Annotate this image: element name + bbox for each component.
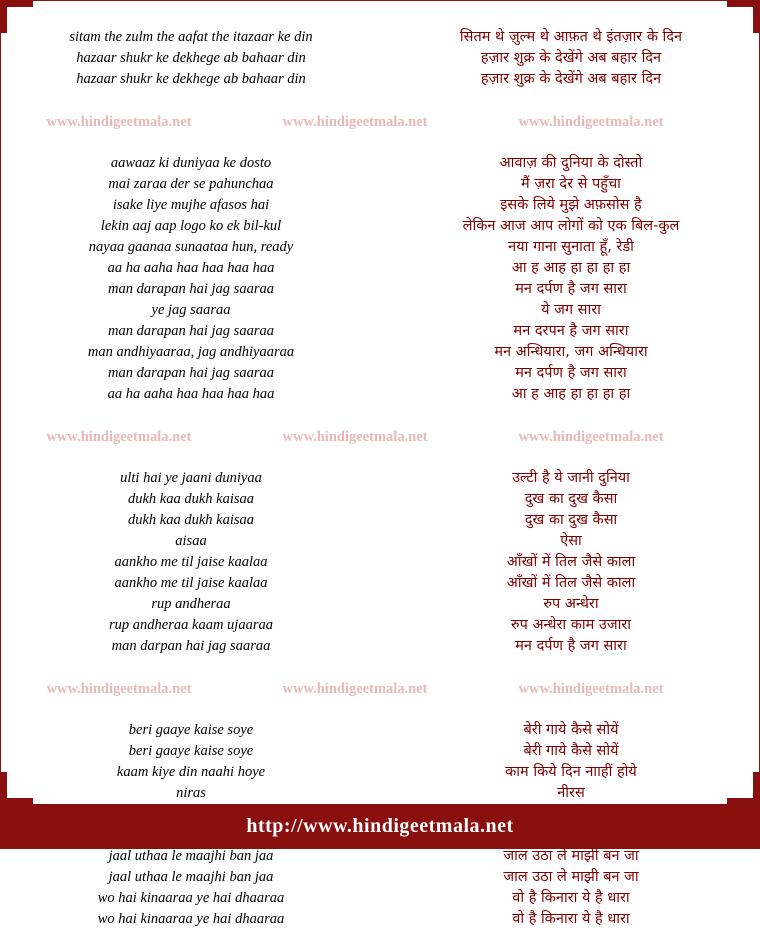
lyric-line-row bbox=[1, 573, 759, 594]
spacer bbox=[1, 699, 759, 720]
lyric-line-row bbox=[1, 531, 759, 552]
lyric-line-row bbox=[1, 888, 759, 909]
lyric-line-devanagari: उल्टी है ये जानी दुनिया bbox=[512, 470, 630, 486]
watermark-text: www.hindigeetmala.net bbox=[46, 429, 192, 445]
lyric-line-roman: aisaa bbox=[175, 533, 207, 549]
lyric-line-devanagari: बेरी गाये कैसे सोयें bbox=[523, 722, 619, 738]
lyric-line-devanagari: मन दर्पण है जग सारा bbox=[515, 638, 627, 654]
lyric-line-devanagari: ऐसा bbox=[560, 533, 582, 549]
lyric-line-roman: beri gaaye kaise soye bbox=[128, 743, 254, 759]
lyric-line-roman: sitam the zulm the aafat the itazaar ke din bbox=[69, 29, 313, 45]
lyric-line-devanagari: वो है किनारा ये है धारा bbox=[512, 911, 630, 927]
lyric-line-roman: aa ha aaha haa haa haa haa bbox=[107, 260, 275, 276]
lyric-line-devanagari: मन अन्धियारा, जग अन्धियारा bbox=[494, 344, 648, 360]
lyric-line-devanagari: वो है किनारा ये है धारा bbox=[512, 890, 630, 906]
lyric-line-row bbox=[1, 489, 759, 510]
lyric-line-devanagari: मन दर्पण है जग सारा bbox=[515, 365, 627, 381]
footer-bar bbox=[1, 804, 759, 848]
lyric-line-roman: isake liye mujhe afasos hai bbox=[112, 197, 270, 213]
lyric-line-row bbox=[1, 384, 759, 405]
lyric-line-row bbox=[1, 720, 759, 741]
lyric-line-row bbox=[1, 867, 759, 888]
lyric-line-row bbox=[1, 195, 759, 216]
lyric-line-devanagari: ये जग सारा bbox=[541, 302, 601, 318]
lyric-line-roman: ye jag saaraa bbox=[151, 302, 231, 318]
lyric-stanza bbox=[1, 27, 759, 90]
lyric-line-devanagari: मन दर्पण है जग सारा bbox=[515, 281, 627, 297]
lyric-line-row bbox=[1, 762, 759, 783]
watermark-row bbox=[1, 426, 759, 447]
lyric-line-roman: aankho me til jaise kaalaa bbox=[114, 554, 268, 570]
lyric-line-devanagari: आँखों में तिल जैसे काला bbox=[506, 575, 636, 591]
lyric-line-row bbox=[1, 846, 759, 867]
lyric-line-roman: mai zaraa der se pahunchaa bbox=[108, 176, 274, 192]
lyric-line-roman: beri gaaye kaise soye bbox=[128, 722, 254, 738]
lyric-line-roman: hazaar shukr ke dekhege ab bahaar din bbox=[76, 50, 306, 66]
lyric-line-roman: hazaar shukr ke dekhege ab bahaar din bbox=[76, 71, 306, 87]
lyric-line-devanagari: बेरी गाये कैसे सोयें bbox=[523, 743, 619, 759]
spacer bbox=[1, 90, 759, 111]
lyric-line-roman: rup andheraa bbox=[151, 596, 231, 612]
lyric-line-row bbox=[1, 594, 759, 615]
lyric-line-devanagari: इसके लिये मुझे अफ़सोस है bbox=[500, 197, 642, 213]
lyric-line-roman: man darpan hai jag saaraa bbox=[111, 638, 271, 654]
lyric-line-row bbox=[1, 510, 759, 531]
lyric-line-devanagari: आ ह आह हा हा हा हा bbox=[511, 260, 631, 276]
watermark-text: www.hindigeetmala.net bbox=[518, 429, 664, 445]
lyric-line-row bbox=[1, 216, 759, 237]
lyric-stanza bbox=[1, 468, 759, 657]
lyric-line-row bbox=[1, 174, 759, 195]
lyric-line-row bbox=[1, 783, 759, 804]
lyric-line-roman: nayaa gaanaa sunaataa hun, ready bbox=[88, 239, 294, 255]
watermark-text: www.hindigeetmala.net bbox=[46, 681, 192, 697]
lyric-line-devanagari: हज़ार शुक्र के देखेंगे अब बहार दिन bbox=[480, 50, 662, 66]
lyric-line-roman: man darapan hai jag saaraa bbox=[108, 323, 274, 339]
lyric-line-roman: lekin aaj aap logo ko ek bil-kul bbox=[100, 218, 282, 234]
lyric-line-row bbox=[1, 27, 759, 48]
watermark-text: www.hindigeetmala.net bbox=[282, 681, 428, 697]
lyric-line-roman: man darapan hai jag saaraa bbox=[108, 365, 274, 381]
watermark-text: www.hindigeetmala.net bbox=[518, 681, 664, 697]
lyric-line-devanagari: नीरस bbox=[557, 785, 585, 801]
watermark-text: www.hindigeetmala.net bbox=[46, 114, 192, 130]
lyric-line-row bbox=[1, 321, 759, 342]
lyric-line-row bbox=[1, 363, 759, 384]
lyric-line-row bbox=[1, 636, 759, 657]
lyric-line-row bbox=[1, 552, 759, 573]
lyric-line-roman: rup andheraa kaam ujaaraa bbox=[109, 617, 273, 633]
lyric-line-roman: man andhiyaaraa, jag andhiyaaraa bbox=[87, 344, 295, 360]
lyric-line-row bbox=[1, 615, 759, 636]
lyric-line-roman: jaal uthaa le maajhi ban jaa bbox=[108, 848, 274, 864]
lyric-line-devanagari: आवाज़ की दुनिया के दोस्तो bbox=[499, 155, 643, 171]
lyric-line-devanagari: जाल उठा ले माझी बन जा bbox=[503, 869, 639, 885]
lyric-line-devanagari: हज़ार शुक्र के देखेंगे अब बहार दिन bbox=[480, 71, 662, 87]
watermark-row bbox=[1, 678, 759, 699]
lyric-line-devanagari: नया गाना सुनाता हूँ, रेडी bbox=[508, 239, 634, 255]
lyric-line-devanagari: आ ह आह हा हा हा हा bbox=[511, 386, 631, 402]
lyric-line-row bbox=[1, 48, 759, 69]
spacer bbox=[1, 132, 759, 153]
lyric-line-row bbox=[1, 468, 759, 489]
lyric-line-row bbox=[1, 69, 759, 90]
lyric-stanza bbox=[1, 153, 759, 405]
spacer bbox=[1, 657, 759, 678]
lyric-line-devanagari: दुख का दुख कैसा bbox=[524, 512, 618, 528]
watermark-text: www.hindigeetmala.net bbox=[518, 114, 664, 130]
lyric-line-devanagari: दुख का दुख कैसा bbox=[524, 491, 618, 507]
lyric-line-roman: aa ha aaha haa haa haa haa bbox=[107, 386, 275, 402]
lyric-line-row bbox=[1, 258, 759, 279]
spacer bbox=[1, 447, 759, 468]
lyric-line-devanagari: लेकिन आज आप लोगों को एक बिल-कुल bbox=[462, 218, 680, 234]
lyric-line-roman: aankho me til jaise kaalaa bbox=[114, 575, 268, 591]
lyric-line-devanagari: सितम थे ज़ुल्म थे आफ़त थे इंतज़ार के दिन bbox=[459, 29, 683, 45]
lyric-line-roman: dukh kaa dukh kaisaa bbox=[127, 512, 255, 528]
lyric-line-devanagari: काम किये दिन नााहीं होये bbox=[505, 764, 637, 780]
lyric-line-roman: dukh kaa dukh kaisaa bbox=[127, 491, 255, 507]
lyric-line-devanagari: रुप अन्धेरा bbox=[543, 596, 599, 612]
lyric-line-roman: wo hai kinaaraa ye hai dhaaraa bbox=[97, 890, 285, 906]
watermark-text: www.hindigeetmala.net bbox=[282, 429, 428, 445]
lyric-line-row bbox=[1, 741, 759, 762]
lyric-line-row bbox=[1, 909, 759, 930]
watermark-text: www.hindigeetmala.net bbox=[282, 114, 428, 130]
site-url-link[interactable]: http://www.hindigeetmala.net bbox=[246, 814, 514, 837]
lyric-line-roman: niras bbox=[176, 785, 206, 801]
lyric-line-row bbox=[1, 279, 759, 300]
lyric-line-devanagari: मैं ज़रा देर से पहुँचा bbox=[521, 176, 621, 192]
watermark-row bbox=[1, 111, 759, 132]
lyric-line-row bbox=[1, 237, 759, 258]
lyric-line-devanagari: रुप अन्धेरा काम उजारा bbox=[510, 617, 632, 633]
lyric-line-roman: man darapan hai jag saaraa bbox=[108, 281, 274, 297]
lyric-line-devanagari: आँखों में तिल जैसे काला bbox=[506, 554, 636, 570]
lyric-line-roman: ulti hai ye jaani duniyaa bbox=[120, 470, 262, 486]
lyric-line-row bbox=[1, 153, 759, 174]
lyric-line-roman: aawaaz ki duniyaa ke dosto bbox=[110, 155, 272, 171]
lyric-line-roman: kaam kiye din naahi hoye bbox=[116, 764, 266, 780]
lyric-line-row bbox=[1, 342, 759, 363]
lyric-line-devanagari: जाल उठा ले माझी बन जा bbox=[503, 848, 639, 864]
lyric-line-devanagari: मन दरपन है जग सारा bbox=[513, 323, 629, 339]
spacer bbox=[1, 405, 759, 426]
lyric-line-roman: jaal uthaa le maajhi ban jaa bbox=[108, 869, 274, 885]
lyric-line-roman: wo hai kinaaraa ye hai dhaaraa bbox=[97, 911, 285, 927]
lyric-line-row bbox=[1, 300, 759, 321]
